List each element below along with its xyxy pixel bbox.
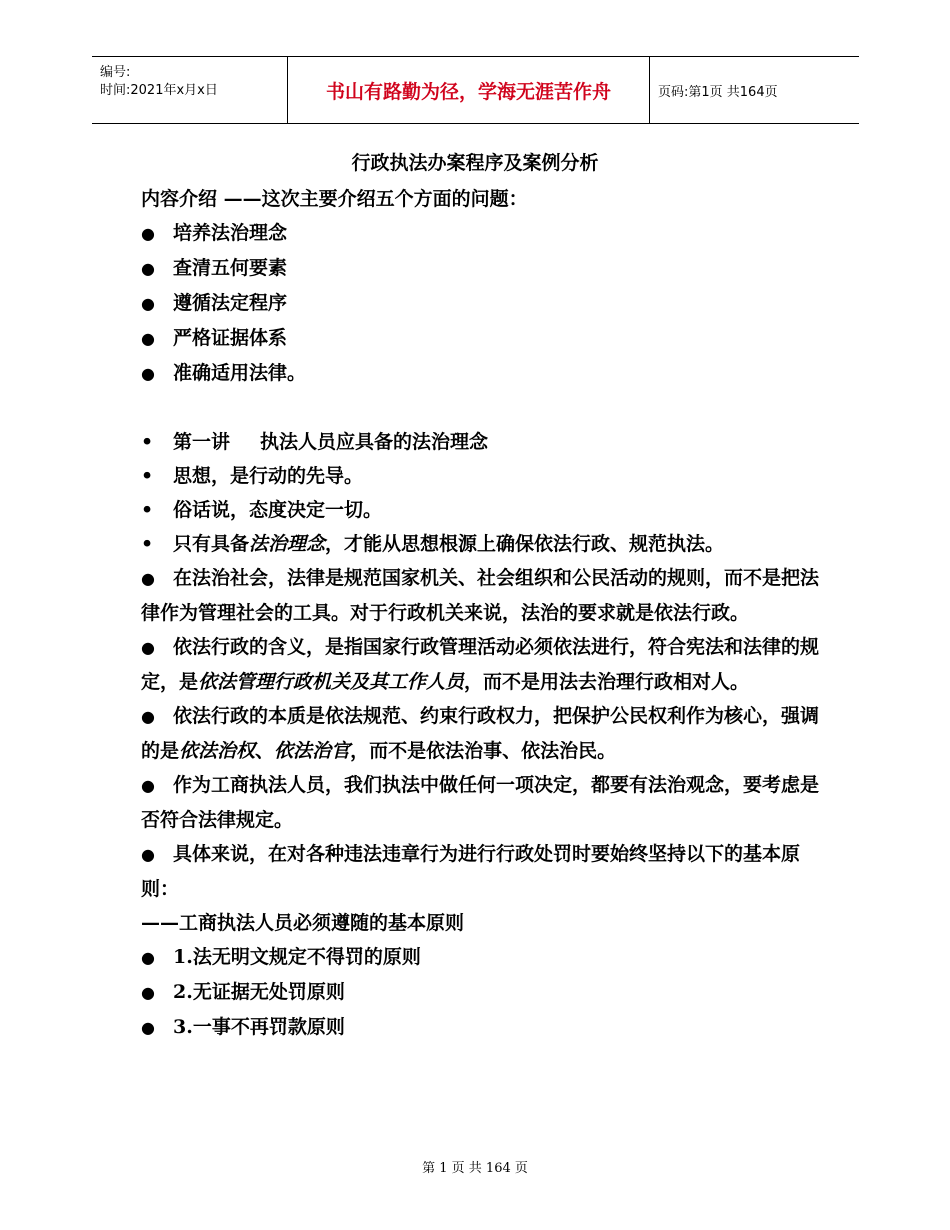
header-meta-cell — [92, 57, 288, 123]
document-header — [92, 56, 859, 124]
topic-item: ● 准确适用法律。 — [141, 356, 821, 391]
intro-line: 内容介绍 ——这次主要介绍五个方面的问题： — [141, 188, 528, 210]
principle-item: ● 3.一事不再罚款原则 — [141, 1010, 821, 1045]
principle-item: ● 1.法无明文规定不得罚的原则 — [141, 940, 821, 975]
header-page-info: 页码:第1页 共164页 — [658, 84, 778, 100]
topic-item: ● 严格证据体系 — [141, 321, 821, 356]
topic-item: ● 查清五何要素 — [141, 251, 821, 286]
paragraph: ● 具体来说，在对各种违法违章行为进行行政处罚时要始终坚持以下的基本原则： — [141, 837, 821, 906]
topic-item: ● 遵循法定程序 — [141, 286, 821, 321]
header-number-label: 编号: — [100, 65, 131, 80]
document-title: 行政执法办案程序及案例分析 — [351, 152, 599, 174]
header-motto: 书山有路勤为径，学海无涯苦作舟 — [288, 57, 650, 123]
lecture-heading — [141, 425, 821, 459]
document-body — [141, 182, 821, 1045]
paragraph: ● 依法行政的含义，是指国家行政管理活动必须依法进行，符合宪法和法律的规定，是依法管理行政机关及其工作人员，而不是用法去治理行政相对人。 — [141, 630, 821, 699]
point-item: • 思想，是行动的先导。 — [141, 459, 821, 493]
header-time-label: 时间:2021年x月x日 — [100, 83, 218, 98]
lecture-topic: 执法人员应具备的法治理念 — [260, 431, 489, 453]
lecture-title: 第一讲 — [173, 431, 231, 453]
paragraph: ● 在法治社会，法律是规范国家机关、社会组织和公民活动的规则，而不是把法律作为管理社会的工具。对于行政机关来说，法治的要求就是依法行政。 — [141, 561, 821, 630]
principle-item: ● 2.无证据无处罚原则 — [141, 975, 821, 1010]
paragraph: ● 依法行政的本质是依法规范、约束行政权力，把保护公民权利作为核心，强调的是依法治权、依法治官，而不是依法治事、依法治民。 — [141, 699, 821, 768]
page-footer: 第 1 页 共 164 页 — [422, 1161, 528, 1176]
paragraph: ● 作为工商执法人员，我们执法中做任何一项决定，都要有法治观念，要考虑是否符合法律规定。 — [141, 768, 821, 837]
topic-item: ● 培养法治理念 — [141, 216, 821, 251]
point-item: • 只有具备法治理念，才能从思想根源上确保依法行政、规范执法。 — [141, 527, 821, 561]
principles-heading: ——工商执法人员必须遵随的基本原则 — [141, 912, 465, 934]
point-item: • 俗话说，态度决定一切。 — [141, 493, 821, 527]
